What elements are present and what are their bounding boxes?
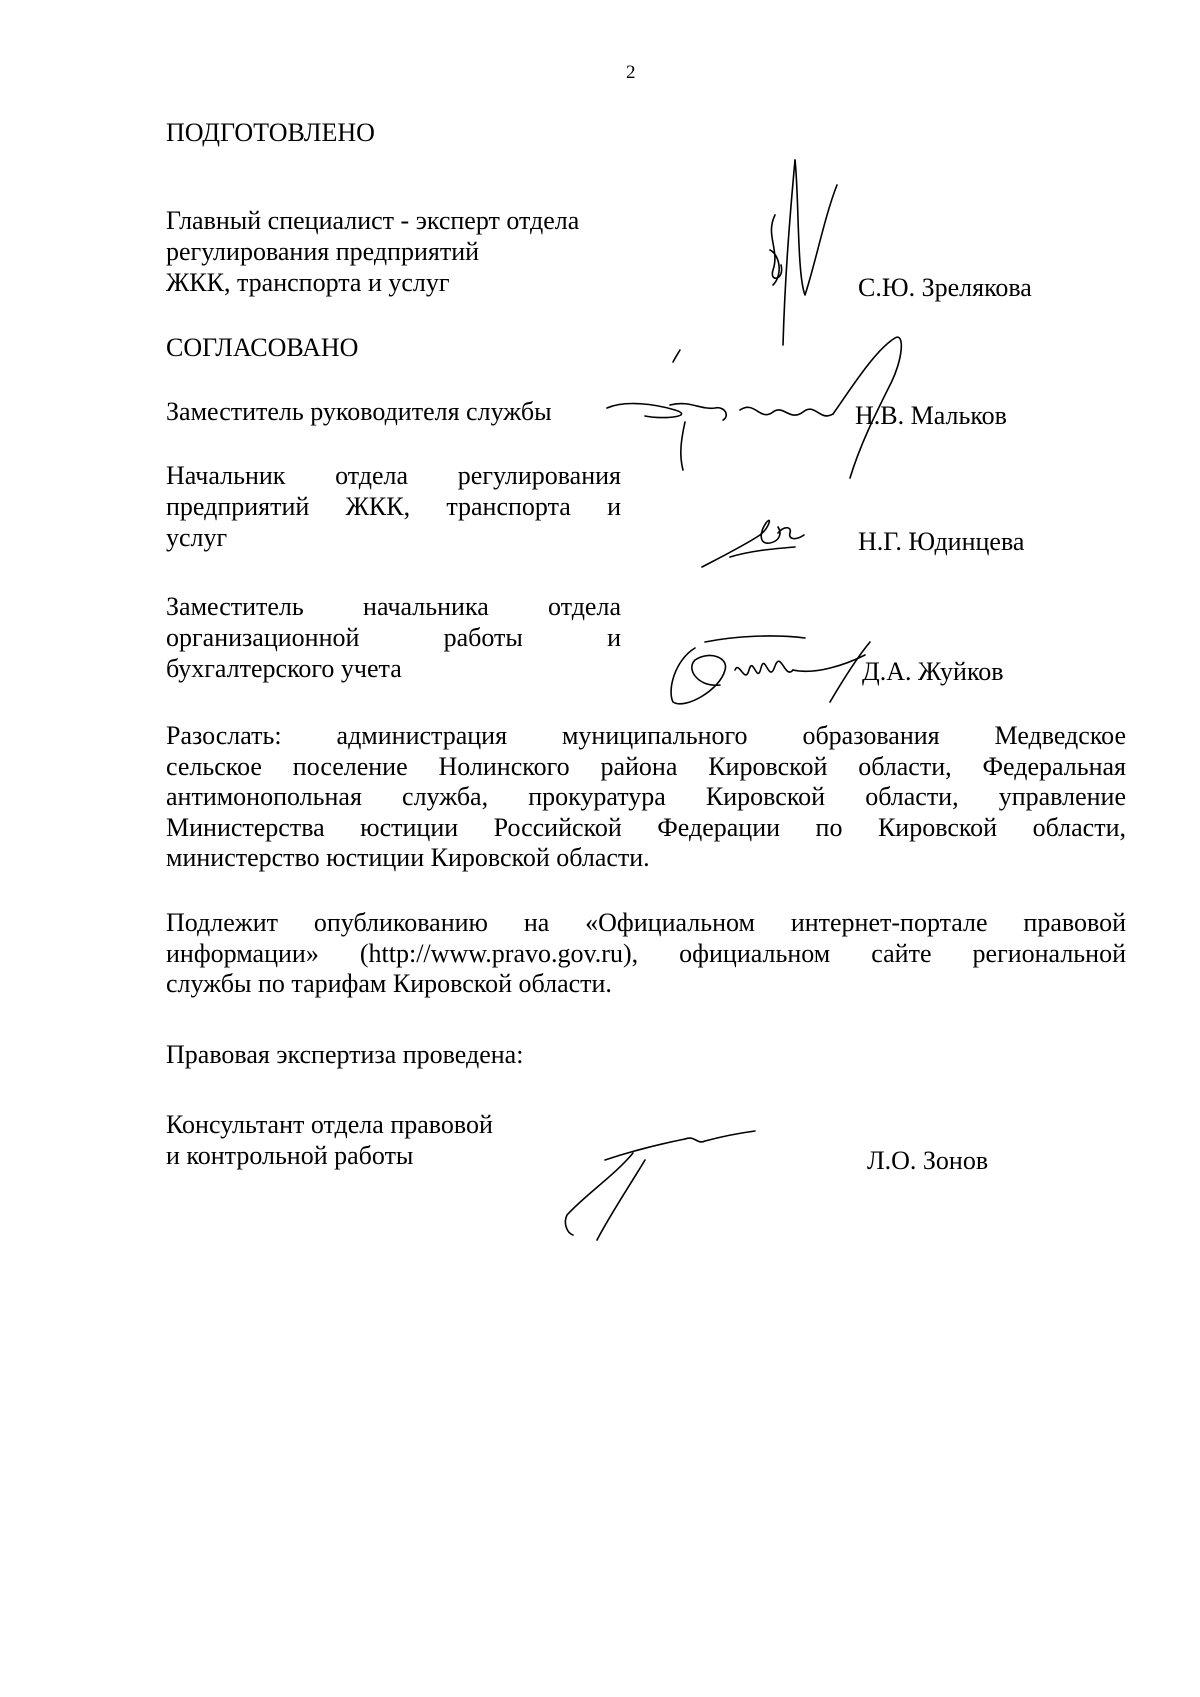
signature-zhuykov <box>665 630 895 710</box>
prepared-heading: ПОДГОТОВЛЕНО <box>166 118 375 147</box>
signer-2-position-line: Начальник отдела регулирования <box>166 461 621 490</box>
signature-zrelyakova <box>755 155 845 355</box>
signer-1-position-line: Заместитель руководителя службы <box>166 397 552 426</box>
prepared-position-line: ЖКК, транспорта и услуг <box>166 268 450 297</box>
signature-yudintseva <box>700 505 810 575</box>
signature-zonov <box>555 1115 765 1245</box>
signer-1-name: Н.В. Мальков <box>855 401 1007 430</box>
agreed-heading: СОГЛАСОВАНО <box>166 333 359 362</box>
distribution-paragraph <box>166 721 1126 874</box>
signer-3-position-line: Заместитель начальника отдела <box>166 592 621 621</box>
signer-2-position-line: предприятий ЖКК, транспорта и <box>166 492 621 521</box>
signer-3-position-line: бухгалтерского учета <box>166 654 402 683</box>
signer-2-position-line: услуг <box>166 523 228 552</box>
signer-3-position-line: организационной работы и <box>166 623 621 652</box>
prepared-position-line: регулирования предприятий <box>166 237 480 266</box>
publication-line: службы по тарифам Кировской области. <box>166 969 612 998</box>
signer-2-name: Н.Г. Юдинцева <box>858 527 1025 556</box>
publication-line: Подлежит опубликованию на «Официальном интернет-портале правовой <box>166 908 1126 937</box>
legal-review-position-line: и контрольной работы <box>166 1141 414 1170</box>
legal-review-statement: Правовая экспертиза проведена: <box>166 1040 524 1069</box>
page-number: 2 <box>626 62 636 83</box>
distribution-line: Министерства юстиции Российской Федерации по Кировской области, <box>166 812 1126 842</box>
distribution-line: Разослать: администрация муниципального образования Медведское <box>166 721 1126 750</box>
signer-3-name: Д.А. Жуйков <box>862 657 1004 686</box>
prepared-position-line: Главный специалист - эксперт отдела <box>166 206 580 235</box>
publication-paragraph <box>166 908 1126 1000</box>
distribution-line: министерство юстиции Кировской области. <box>166 843 650 872</box>
distribution-line: сельское поселение Нолинского района Кировской области, Федеральная <box>166 751 1126 781</box>
publication-line: информации» (http://www.pravo.gov.ru), официальном сайте региональной <box>166 938 1126 968</box>
legal-review-signer-name: Л.О. Зонов <box>867 1146 989 1175</box>
prepared-signer-name: С.Ю. Зрелякова <box>858 273 1032 302</box>
distribution-line: антимонопольная служба, прокуратура Кировской области, управление <box>166 782 1126 811</box>
signature-malkov <box>605 330 905 480</box>
legal-review-position-line: Консультант отдела правовой <box>166 1110 493 1139</box>
